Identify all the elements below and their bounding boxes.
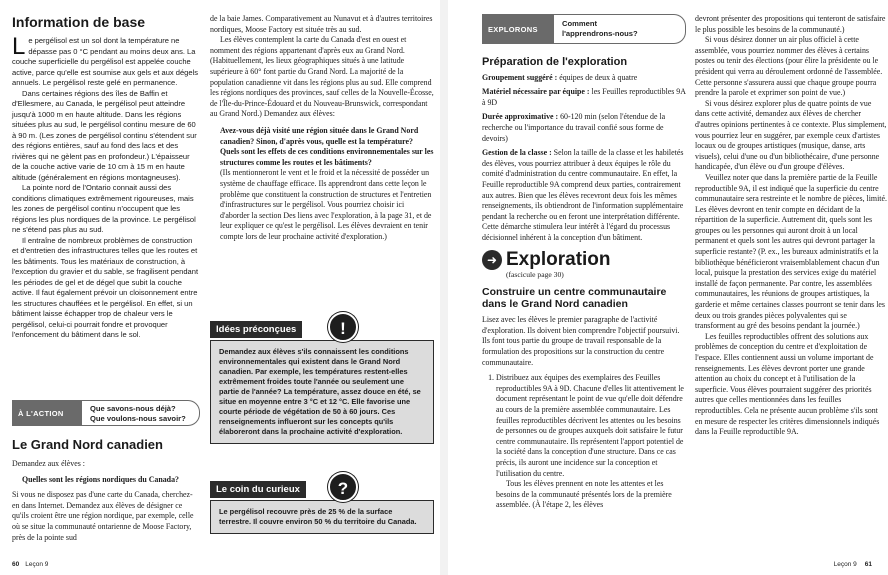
- page-number: 61: [864, 561, 872, 568]
- explorons-bar: [482, 14, 686, 44]
- grand-nord-paragraph: Si vous ne disposez pas d'une carte du Canada, cherchez-en dans Internet. Demandez aux élèves de désigner ce qu'ils croient être une région nordique, par exemple, celle où se situe la communauté ontarienne de Moose Factory, près de la pointe sud: [12, 490, 194, 542]
- grand-nord-intro: Demandez aux élèves :: [12, 458, 85, 468]
- temperature-question: Avez-vous déjà visité une région située dans le Grand Nord canadien? Sinon, d'après vous, quelle est la température? Quels sont les effets de ces conditions environnementales sur les structures comme les routes et les bâtiments?: [220, 125, 434, 167]
- idees-text: Demandez aux élèves s'ils connaissent les conditions environnementales qui existent dans le Grand Nord canadien. Par exemple, les températures restent-elles extrêmement froides toute l'année ou seulement une partie de l'année? La température, assez douce en été, se situe en moyenne entre 3 °C et 12 °C. Elle favorise une courte période de végétation de 50 à 60 jours. Ces renseignements influeront sur les concepts qu'ils élaboreront dans la prochaine activité d'exploration.: [210, 340, 434, 444]
- body-paragraph: Veuillez noter que dans la première partie de la Feuille reproductible 9A, il est indiqué que la superficie du centre communautaire sera restreinte et le nombre de pièces, limité. Les élèves devront en tenir compte en décidant de la répartition de la superficie. Autrement dit, quels sont les groupes ou les personnes qui auront droit à un local permanent et quels sont les autres qui devront partager la superficie restante? (P. ex., les bureaux administratifs et la bibliothèque bénéficieront vraisemblablement chacun d'un local, puisque la prestation des services exige du matériel installé de façon permanente. Par contre, les assemblées communautaires, les réunions de groupes artistiques, la garderie et même certaines classes pourront se tenir dans les deux ou trois grandes pièces polyvalentes qui se transforment au gré des besoins pendant la journée.): [695, 172, 887, 331]
- grand-nord-title: Le Grand Nord canadien: [12, 437, 163, 452]
- body-paragraph: Les élèves contemplent la carte du Canada d'est en ouest et nomment des régions appartenant d'après eux au Grand Nord. (Habituellement, les lieux géographiques situés à une latitude supérieure à 60° font partie du Grand Nord. La majorité de la population canadienne vit dans les régions plus au sud. Elle comprend les régions nordiques des provinces, sauf celles de la Nouvelle-Écosse, de l'Île-du-Prince-Édouard et du Nouveau-Brunswick, correspondant au Grand Nord.) Demandez aux élèves:: [210, 35, 434, 119]
- drop-cap: L: [12, 33, 26, 61]
- prep-item: Groupement suggéré : équipes de deux à quatre: [482, 72, 638, 82]
- action-bar-label: À L'ACTION: [12, 400, 82, 426]
- grand-nord-question: Quelles sont les régions nordiques du Canada?: [22, 474, 179, 484]
- idees-title: Idées préconçues: [210, 321, 302, 338]
- right-footer: [834, 561, 878, 568]
- page-gutter: [440, 0, 448, 575]
- step-item: 1. Distribuez aux équipes des exemplaires des Feuilles reproductibles 9A à 9D. Chacune d'elles lit attentivement le document représentant le point de vue qu'elle doit défendre au cours de la première assemblée communautaire. Les feuilles reproductibles décrivent les attentes ou les besoins de personnes ou de groupes auxquels doit satisfaire le futur centre communautaire. Ils représentent l'apport potentiel de la société dans la conception d'une structure. Dans ce cas précis, ils auront une incidence sur la conception et l'utilisation du centre. Tous les élèves prennent en note les attentes et les besoins de la communauté présentés lors de la première assemblée. (À l'étape 2, les élèves: [496, 373, 686, 511]
- continued-paragraph: de la baie James. Comparativement au Nunavut et à d'autres territoires nordiques, Moose Factory est située très au sud.: [210, 14, 433, 34]
- left-footer: [12, 561, 48, 568]
- left-column-2: [210, 14, 434, 242]
- curieux-title: Le coin du curieux: [210, 481, 306, 498]
- info-body: [12, 33, 200, 341]
- coin-du-curieux-callout: [210, 478, 434, 534]
- curieux-text: Le pergélisol recouvre près de 25 % de la surface terrestre. Il couvre environ 50 % du territoire du Canada.: [210, 500, 434, 534]
- body-paragraph: Si vous désirez explorer plus de quatre points de vue dans cette activité, demandez aux élèves de chercher d'autres opinions pertinentes à ce contexte. Plus simplement, vous pourriez leur en suggérer, par exemple ceux d'artistes locaux ou de groupes artistiques (musique, danse, arts visuels), celui d'une ou d'un bibliothécaire, d'une personne handicapée, d'un élève ou d'un groupe d'élèves.: [695, 98, 887, 172]
- info-paragraph: Il entraîne de nombreux problèmes de construction et d'entretien des infrastructures telles que les routes et les bâtiments. Tous les matériaux de construction, à l'exception du gravier et du sable, se fragilisent pendant les périodes de gel et de dégel que subit la couche active. Il faut également prévoir un cloisonnement entre les structures chauffées et le pergélisol. En effet, si un bâtiment laisse échapper trop de chaleur vers le pergélisol, celui-ci pourrait fondre et provoquer l'enfoncement du bâtiment dans le sol.: [12, 235, 199, 340]
- steps-list: [482, 373, 686, 511]
- right-column-1: [482, 56, 686, 511]
- prep-item: Gestion de la classe : Selon la taille de la classe et les habiletés des élèves, vous pourriez attribuer à deux équipes le rôle du comité d'administration du centre communautaire. En effet, la Feuille reproductible 9A comprend deux parties, contrairement aux autres. Bien que les élèves recevront deux fois les mêmes renseignements, ils obtiendront de l'information supplémentaire pendant la recherche ou en feront une interprétation différente. Cette démarche stimulera leur intérêt à l'égard du processus décisionnel inhérent à la conception d'un bâtiment.: [482, 148, 684, 242]
- info-paragraph: Dans certaines régions des îles de Baffin et d'Ellesmere, au Canada, le pergélisol peut atteindre jusqu'à 1000 m en haute altitude. Dans les régions situées plus au sud, le pergélisol continu mesure de 60 à 90 m. (Les zones de pergélisol continu s'étendent sur des régions entières, sauf au fond des lacs et des rivières qui ne gèlent pas en profondeur.) L'épaisseur de la couche active varie de 10 cm à 15 m en haute altitude (généralement en régions montagneuses).: [12, 88, 197, 182]
- prep-title: Préparation de l'exploration: [482, 56, 628, 68]
- lesson-label: Leçon 9: [25, 561, 49, 568]
- body-paragraph: Si vous désirez donner un air plus officiel à cette assemblée, vous pourriez nommer des élèves à certains postes ou tenir des élections (pour élire la présidente ou le président qui verra au déroulement ordonné de l'assemblée. Cette personne s'assurera aussi que chaque groupe pourra prendre la parole et exprimer son point de vue.): [695, 35, 883, 98]
- body-paragraph: devront présenter des propositions qui tenteront de satisfaire le plus possible les besoins de la communauté.): [695, 14, 886, 34]
- body-paragraph: Les feuilles reproductibles offrent des solutions aux problèmes de conception du centre et d'exploitation de l'espace. Elles contiennent aussi un volume important de renseignements. Les élèves devront porter une grande attention au choix du concept et à l'utilisation de la superficie. Vous élèves pourraient suggérer des priorités autres que celles mentionnées dans les feuilles reproductibles. Cela ne présente aucun problème s'ils sont en mesure de respecter les critères dimensionnels indiqués dans la Feuille reproductible 9A.: [695, 331, 880, 437]
- prep-list: [482, 73, 686, 244]
- info-paragraph: Le pergélisol est un sol dont la température ne dépasse pas 0 °C pendant au moins deux ans. La couche superficielle du pergélisol est appelée couche active, parce qu'elle est soumise aux gels et aux dégels annuels. Le pergélisol reste gelé en permanence.: [12, 33, 199, 88]
- arrow-right-icon: ➜: [482, 250, 502, 270]
- question-mark-icon: ?: [328, 472, 358, 502]
- prep-item: Matériel nécessaire par équipe : les Feuilles reproductibles 9A à 9D: [482, 87, 686, 107]
- exploration-heading: [482, 250, 686, 270]
- answer-paragraph: (Ils mentionneront le vent et le froid et la nécessité de posséder un système de chauffage efficace. Ils apprendront dans cette leçon le problème que constituent la construction de structures et l'entretien d'infrastructures sur le pergélisol. Vous pourriez choisir ici d'aborder la section Des liens avec l'exploration, à la page 31, et de leur expliquer ce qu'est le pergélisol. Les élèves devraient en tenir compte lors de leur prochaine activité d'exploration.): [220, 168, 432, 241]
- construire-intro: Lisez avec les élèves le premier paragraphe de l'activité d'exploration. Ils doivent bien comprendre l'objectif poursuivi. Ils font tous partie du groupe de travail responsable de la formulation des propositions sur la construction du centre communautaire.: [482, 315, 680, 367]
- info-title: Information de base: [12, 14, 146, 30]
- lesson-label: Leçon 9: [833, 561, 857, 568]
- action-bar: [12, 400, 200, 426]
- action-bar-questions: Que savons-nous déjà? Que voulons-nous savoir?: [82, 400, 200, 426]
- right-column-2: [695, 14, 887, 438]
- fascicule-reference: (fascicule page 30): [506, 269, 564, 279]
- exclamation-icon: !: [328, 312, 358, 342]
- left-column-1: [12, 14, 200, 341]
- construire-title: Construire un centre communautaire dans le Grand Nord canadien: [482, 286, 667, 311]
- idees-preconcues-callout: [210, 318, 434, 444]
- explorons-bar-label: EXPLORONS: [482, 14, 554, 44]
- info-paragraph: La pointe nord de l'Ontario connait aussi des conditions climatiques extrêmement rigoureuses, mais les zones de pergélisol continu n'occupent que les régions les plus nordiques de la province. Le pergélisol ne s'étend pas plus au sud.: [12, 183, 196, 235]
- grand-nord-section: [12, 438, 200, 543]
- right-page: [448, 0, 888, 575]
- explorons-bar-question: Comment l'apprendrons-nous?: [554, 14, 686, 44]
- page-number: 60: [12, 561, 20, 568]
- left-page: [0, 0, 440, 575]
- prep-item: Durée approximative : 60-120 min (selon l'étendue de la recherche ou l'importance du travail confié sous forme de devoirs): [482, 112, 666, 143]
- exploration-title: Exploration: [506, 248, 611, 270]
